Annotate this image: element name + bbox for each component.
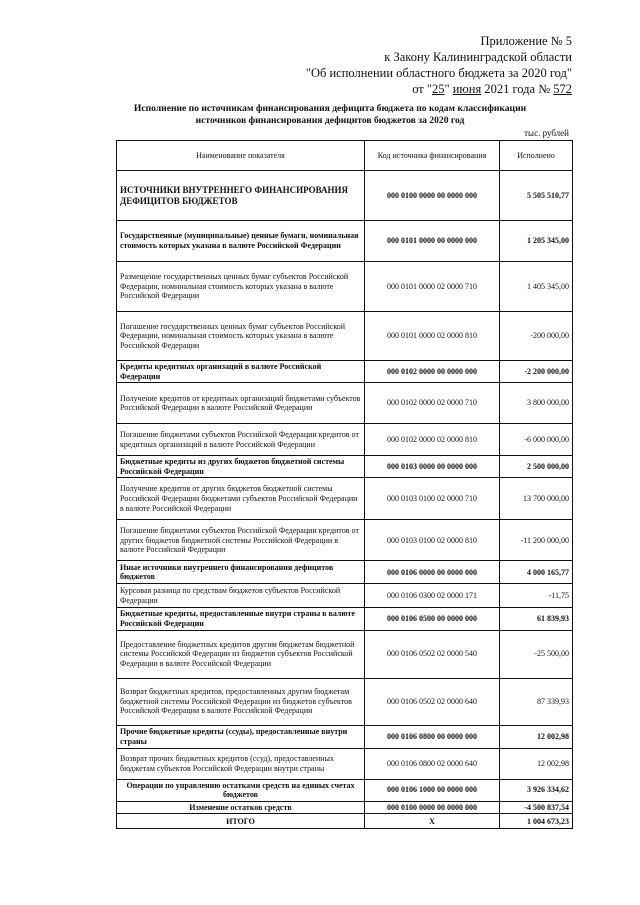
row-name: Кредиты кредитных организаций в валюте Российской Федерации: [117, 361, 365, 383]
column-header-name: Наименование показателя: [117, 141, 365, 171]
row-value: 61 839,93: [500, 608, 573, 630]
table-row: [117, 630, 573, 678]
row-value: -25 500,00: [500, 630, 573, 678]
law-date: от "25" июня 2021 года № 572: [412, 82, 572, 96]
row-code: 000 0106 0502 02 0000 540: [365, 630, 500, 678]
row-code: 000 0100 0000 00 0000 000: [365, 801, 500, 814]
row-value: 4 000 165,77: [500, 561, 573, 584]
row-name: Возврат прочих бюджетных кредитов (ссуд), предоставленных бюджетам субъектов Российской Федерации внутри страны: [117, 748, 365, 779]
row-code: 000 0101 0000 02 0000 810: [365, 312, 500, 361]
row-value: 87 339,93: [500, 678, 573, 725]
table-row: [117, 608, 573, 630]
row-name: Государственные (муниципальные) ценные бумаги, номинальная стоимость которых указана в валюте Российской Федерации: [117, 221, 365, 262]
row-name: Возврат бюджетных кредитов, предоставленных другим бюджетам бюджетной системы Российской Федерации из бюджетов субъектов Российской Федерации в валюте Российской Федерации: [117, 678, 365, 725]
row-code: 000 0103 0100 02 0000 810: [365, 520, 500, 561]
table-row: [117, 814, 573, 829]
row-code: 000 0102 0000 00 0000 000: [365, 361, 500, 383]
table-row: [117, 361, 573, 383]
row-value: -6 000 000,00: [500, 424, 573, 456]
row-value: -200 000,00: [500, 312, 573, 361]
law-title: "Об исполнении областного бюджета за 2020 год": [305, 66, 572, 80]
financing-sources-table: [116, 140, 573, 829]
appendix-number: Приложение № 5: [480, 34, 572, 48]
table-body: [117, 171, 573, 829]
row-name: Получение кредитов от других бюджетов бюджетной системы Российской Федерации бюджетами субъектов Российской Федерации в валюте Российской Федерации: [117, 478, 365, 520]
row-name: Погашение бюджетами субъектов Российской Федерации кредитов от других бюджетов бюджетной системы Российской Федерации в валюте Российской Федерации: [117, 520, 365, 561]
row-name: ИСТОЧНИКИ ВНУТРЕННЕГО ФИНАНСИРОВАНИЯ ДЕФИЦИТОВ БЮДЖЕТОВ: [117, 171, 365, 221]
table-row: [117, 221, 573, 262]
column-header-value: Исполнено: [500, 141, 573, 171]
row-value: -11 200 000,00: [500, 520, 573, 561]
table-row: [117, 584, 573, 608]
row-code: 000 0103 0100 02 0000 710: [365, 478, 500, 520]
title-line-1: Исполнение по источникам финансирования дефицита бюджета по кодам классификации: [133, 103, 527, 114]
row-value: 5 505 510,77: [500, 171, 573, 221]
row-value: 12 002,98: [500, 748, 573, 779]
row-value: 2 500 000,00: [500, 456, 573, 478]
units-label: тыс. рублей: [524, 128, 569, 138]
law-number: 572: [553, 82, 572, 96]
table-row: [117, 424, 573, 456]
row-code: 000 0102 0000 02 0000 710: [365, 383, 500, 424]
law-day: 25: [432, 82, 445, 96]
row-code: 000 0101 0000 00 0000 000: [365, 221, 500, 262]
table-row: [117, 383, 573, 424]
row-name: Операции по управлению остатками средств на единых счетах бюджетов: [117, 779, 365, 801]
row-code: 000 0106 0800 02 0000 640: [365, 748, 500, 779]
document-title: [70, 103, 590, 127]
row-code: 000 0103 0000 00 0000 000: [365, 456, 500, 478]
row-code: 000 0106 0000 00 0000 000: [365, 561, 500, 584]
table-row: [117, 312, 573, 361]
table-row: [117, 779, 573, 801]
table-row: [117, 725, 573, 748]
row-name: Получение кредитов от кредитных организаций бюджетами субъектов Российской Федерации в валюте Российской Федерации: [117, 383, 365, 424]
row-value: 1 405 345,00: [500, 262, 573, 312]
row-value: 3 926 334,62: [500, 779, 573, 801]
row-name: Изменение остатков средств: [117, 801, 365, 814]
law-reference: к Закону Калининградской области: [384, 50, 572, 64]
appendix-header: [306, 33, 572, 97]
row-code: 000 0106 1000 00 0000 000: [365, 779, 500, 801]
row-code: 000 0100 0000 00 0000 000: [365, 171, 500, 221]
row-value: -4 500 837,54: [500, 801, 573, 814]
table-row: [117, 561, 573, 584]
row-name: Предоставление бюджетных кредитов другим бюджетам бюджетной системы Российской Федерации из бюджетов субъектов Российской Федерации в валюте Российской Федерации: [117, 630, 365, 678]
law-month: июня: [452, 82, 482, 96]
row-value: -2 200 000,00: [500, 361, 573, 383]
table-row: [117, 748, 573, 779]
row-name: Иные источники внутреннего финансирования дефицитов бюджетов: [117, 561, 365, 584]
column-header-code: Код источника финансирования: [365, 141, 500, 171]
row-name: Размещение государственных ценных бумаг субъектов Российской Федерации, номинальная стоимость которых указана в валюте Российской Федерации: [117, 262, 365, 312]
row-code: 000 0106 0500 00 0000 000: [365, 608, 500, 630]
row-name: Бюджетные кредиты, предоставленные внутри страны в валюте Российской Федерации: [117, 608, 365, 630]
row-value: 1 004 673,23: [500, 814, 573, 829]
row-name: Прочие бюджетные кредиты (ссуды), предоставленные внутри страны: [117, 725, 365, 748]
row-code: 000 0102 0000 02 0000 810: [365, 424, 500, 456]
row-value: 12 002,98: [500, 725, 573, 748]
row-code: 000 0106 0800 00 0000 000: [365, 725, 500, 748]
row-code: X: [365, 814, 500, 829]
table-row: [117, 520, 573, 561]
row-name: Погашение государственных ценных бумаг субъектов Российской Федерации, номинальная стоимость которых указана в валюте Российской Федерации: [117, 312, 365, 361]
table-row: [117, 262, 573, 312]
row-code: 000 0106 0502 02 0000 640: [365, 678, 500, 725]
row-code: 000 0101 0000 02 0000 710: [365, 262, 500, 312]
row-name: Бюджетные кредиты из других бюджетов бюджетной системы Российской Федерации: [117, 456, 365, 478]
row-code: 000 0106 0300 02 0000 171: [365, 584, 500, 608]
row-name: Погашение бюджетами субъектов Российской Федерации кредитов от кредитных организаций в валюте Российской Федерации: [117, 424, 365, 456]
row-value: 1 205 345,00: [500, 221, 573, 262]
table-row: [117, 456, 573, 478]
title-line-2: источников финансирования дефицитов бюджетов за 2020 год: [195, 115, 465, 126]
row-value: 3 800 000,00: [500, 383, 573, 424]
table-row: [117, 478, 573, 520]
table-header-row: [117, 141, 573, 171]
row-name: ИТОГО: [117, 814, 365, 829]
row-value: 13 700 000,00: [500, 478, 573, 520]
table-row: [117, 171, 573, 221]
table-row: [117, 801, 573, 814]
row-value: -11,75: [500, 584, 573, 608]
row-name: Курсовая разница по средствам бюджетов субъектов Российской Федерации: [117, 584, 365, 608]
table-row: [117, 678, 573, 725]
